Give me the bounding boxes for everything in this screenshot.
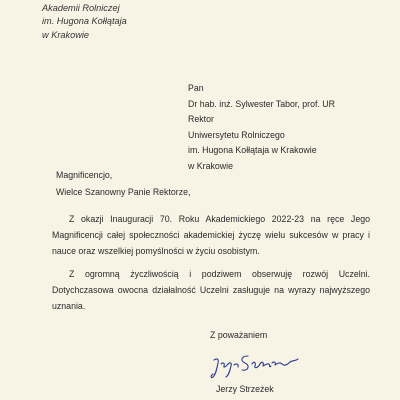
sender-line: im. Hugona Kołłątaja: [42, 16, 127, 27]
sender-line: w Krakowie: [42, 29, 89, 40]
recipient-line: w Krakowie: [188, 160, 233, 171]
salutation-line: Magnificencjo,: [56, 170, 113, 180]
signature-svg: [208, 348, 318, 382]
recipient-line: Dr hab. inż. Sylwester Tabor, prof. UR: [188, 98, 335, 109]
recipient-line: Uniwersytetu Rolniczego: [188, 129, 285, 140]
recipient-line: im. Hugona Kołłątaja w Krakowie: [188, 145, 317, 156]
signer-name: Jerzy Strzeżek: [216, 384, 274, 394]
body-paragraph: Z okazji Inauguracji 70. Roku Akademickiego 2022-23 na ręce Jego Magnificencji całej społeczności akademickiej życzę wielu sukcesów w pracy i nauce oraz wszelkiej pomyślności w życiu osobistym.: [52, 214, 370, 256]
recipient-address: [188, 81, 335, 175]
recipient-line: Rektor: [188, 114, 214, 125]
closing-phrase: Z poważaniem: [210, 330, 268, 340]
sender-line: Akademii Rolniczej: [42, 3, 120, 13]
handwritten-signature-icon: [208, 348, 318, 387]
recipient-line: Pan: [188, 83, 204, 93]
salutation-line: Wielce Szanowny Panie Rektorze,: [56, 187, 191, 197]
sender-address: [42, 2, 127, 42]
salutation: [56, 167, 190, 201]
letter-body: [52, 212, 370, 323]
body-paragraph: Z ogromną życzliwością i podziwem obserwuję rozwój Uczelni. Dotychczasowa owocna działalność Uczelni zasługuje na wyrazy najwyższego uznania.: [52, 269, 370, 311]
